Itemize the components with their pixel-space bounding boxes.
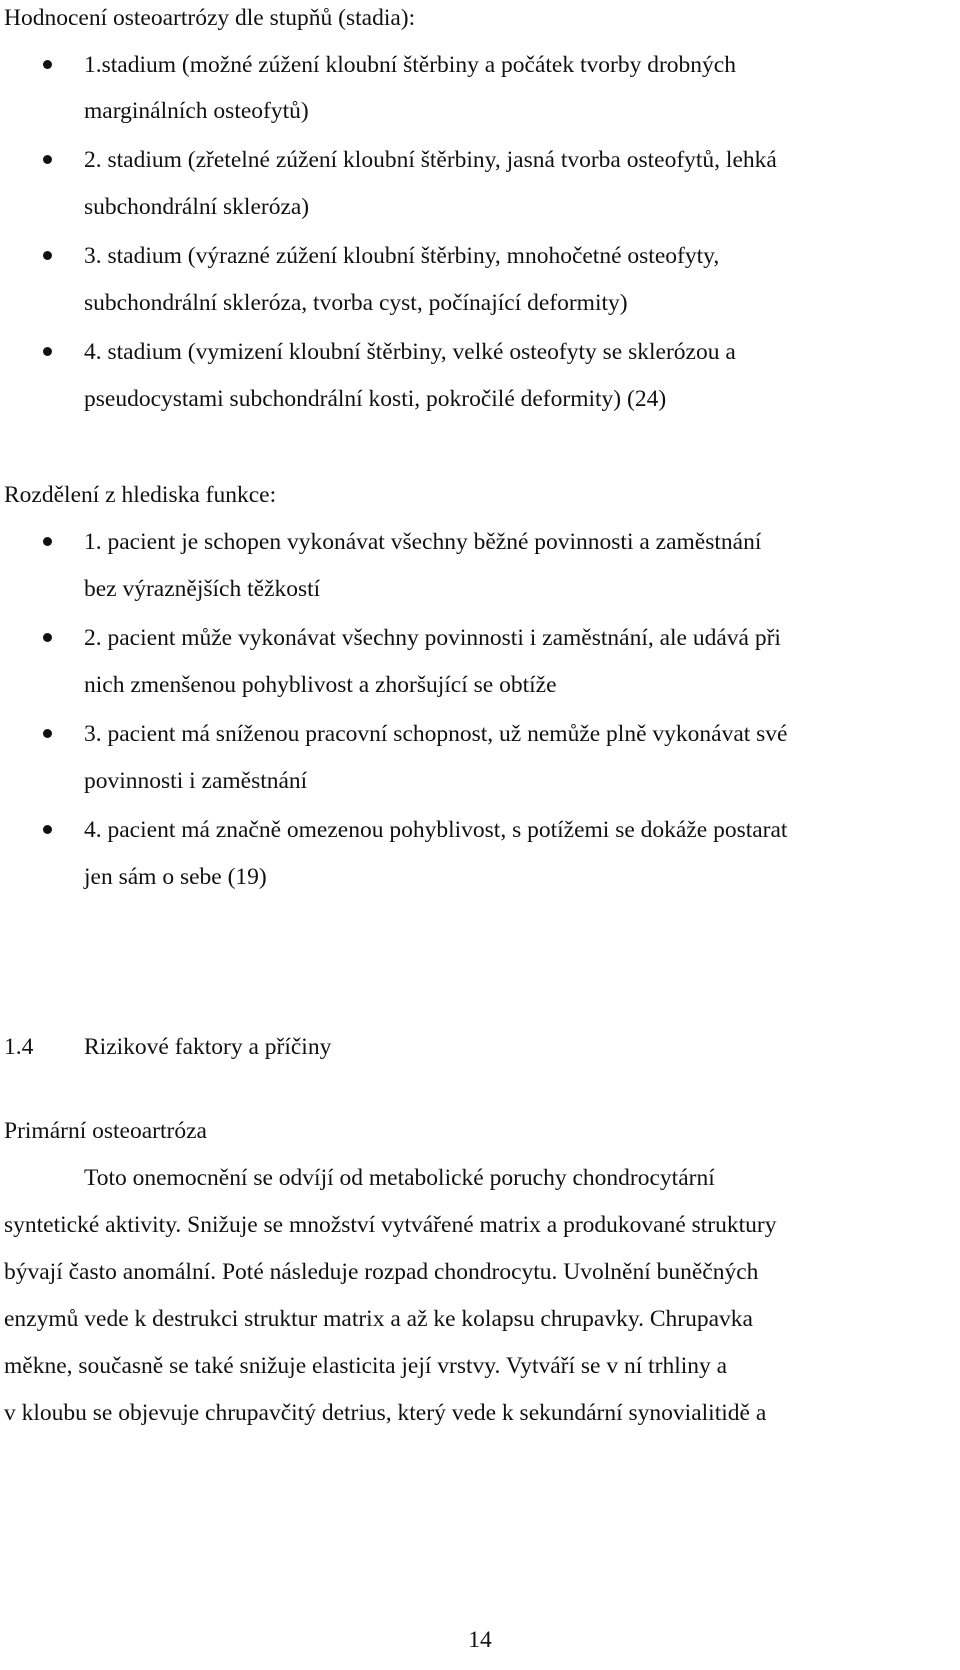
bullet-icon bbox=[43, 537, 52, 546]
paragraph-line: enzymů vede k destrukci struktur matrix a až ke kolapsu chrupavky. Chrupavka bbox=[4, 1306, 753, 1332]
list-item-line: 2. pacient může vykonávat všechny povinnosti i zaměstnání, ale udává při bbox=[84, 625, 781, 651]
subsection-title: Primární osteoartróza bbox=[4, 1118, 207, 1144]
paragraph-line: syntetické aktivity. Snižuje se množství vytvářené matrix a produkované struktury bbox=[4, 1212, 777, 1238]
list-item-line: 1.stadium (možné zúžení kloubní štěrbiny a počátek tvorby drobných bbox=[84, 52, 736, 78]
paragraph-line: v kloubu se objevuje chrupavčitý detrius, který vede k sekundární synovialitidě a bbox=[4, 1400, 767, 1426]
list-item-line: nich zmenšenou pohyblivost a zhoršující se obtíže bbox=[84, 672, 557, 698]
chapter-number: 1.4 bbox=[4, 1034, 34, 1060]
list-item-line: 3. stadium (výrazné zúžení kloubní štěrbiny, mnohočetné osteofyty, bbox=[84, 243, 720, 269]
list-item-line: 3. pacient má sníženou pracovní schopnost, už nemůže plně vykonávat své bbox=[84, 721, 788, 747]
list-item-line: 2. stadium (zřetelné zúžení kloubní štěrbiny, jasná tvorba osteofytů, lehká bbox=[84, 147, 777, 173]
bullet-icon bbox=[43, 347, 52, 356]
list-item-line: subchondrální skleróza) bbox=[84, 194, 310, 220]
paragraph-line: bývají často anomální. Poté následuje rozpad chondrocytu. Uvolnění buněčných bbox=[4, 1259, 759, 1285]
bullet-icon bbox=[43, 729, 52, 738]
paragraph-line: měkne, současně se také snižuje elasticita její vrstvy. Vytváří se v ní trhliny a bbox=[4, 1353, 728, 1379]
list-item-line: subchondrální skleróza, tvorba cyst, počínající deformity) bbox=[84, 290, 628, 316]
section-title-stages: Hodnocení osteoartrózy dle stupňů (stadia): bbox=[4, 5, 416, 31]
list-item-line: 4. stadium (vymizení kloubní štěrbiny, velké osteofyty se sklerózou a bbox=[84, 339, 736, 365]
list-item-line: bez výraznějších těžkostí bbox=[84, 576, 321, 602]
list-item-line: 1. pacient je schopen vykonávat všechny běžné povinnosti a zaměstnání bbox=[84, 529, 762, 555]
bullet-icon bbox=[43, 155, 52, 164]
section-title-function: Rozdělení z hlediska funkce: bbox=[4, 482, 277, 508]
list-item-line: povinnosti i zaměstnání bbox=[84, 768, 308, 794]
list-item-line: pseudocystami subchondrální kosti, pokročilé deformity) (24) bbox=[84, 386, 667, 412]
list-item-line: marginálních osteofytů) bbox=[84, 98, 309, 124]
page-number: 14 bbox=[468, 1627, 492, 1653]
list-item-line: jen sám o sebe (19) bbox=[84, 864, 267, 890]
bullet-icon bbox=[43, 825, 52, 834]
bullet-icon bbox=[43, 633, 52, 642]
bullet-icon bbox=[43, 251, 52, 260]
list-item-line: 4. pacient má značně omezenou pohyblivost, s potížemi se dokáže postarat bbox=[84, 817, 788, 843]
chapter-title: Rizikové faktory a příčiny bbox=[84, 1034, 332, 1060]
paragraph-line: Toto onemocnění se odvíjí od metabolické poruchy chondrocytární bbox=[84, 1165, 715, 1191]
bullet-icon bbox=[43, 60, 52, 69]
